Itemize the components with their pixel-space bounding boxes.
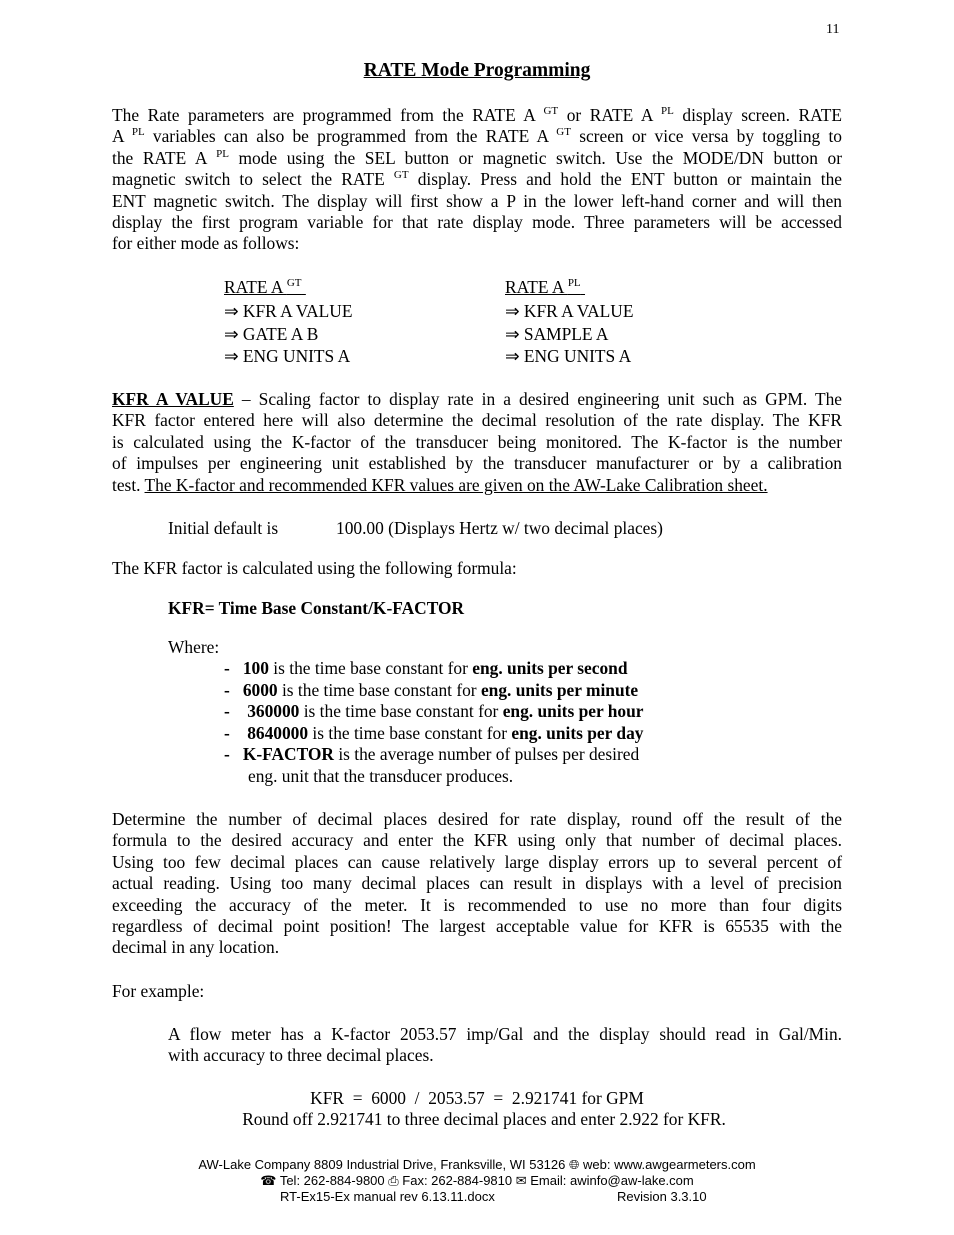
decimal-line: formula to the desired accuracy and enter the KFR using only that number of decimal places.: [112, 830, 842, 851]
intro-line: display the first program variable for that rate display mode. Three parameters will be accessed: [112, 212, 842, 233]
rate-gt-header: RATE A $^{GT}$: [224, 277, 302, 297]
intro-paragraph: [112, 105, 842, 255]
intro-line: The Rate parameters are programmed from the RATE A $^{GT}$ or RATE A $^{PL}$ display screen. RATE: [112, 105, 842, 125]
example-paragraph: A flow meter has a K-factor 2053.57 imp/Gal and the display should read in Gal/Min. with accuracy to three decimal places.: [168, 1024, 842, 1066]
constant-item: - 8640000 is the time base constant for eng. units per day: [224, 723, 644, 743]
formula: KFR= Time Base Constant/K-FACTOR: [168, 598, 465, 618]
footer-revision: Revision 3.3.10: [617, 1189, 707, 1204]
page-title: RATE Mode Programming: [363, 60, 591, 81]
intro-line: A $^{PL}$ variables can also be programmed from the RATE A $^{GT}$ screen or vice versa by toggling to: [112, 126, 842, 147]
kfactor-item: - K-FACTOR is the average number of pulses per desired: [224, 744, 640, 764]
footer-contact: ☎ Tel: 262-884-9800 ⎙ Fax: 262-884-9810 ✉ Email: awinfo@aw-lake.com: [260, 1173, 694, 1188]
constant-item: - 6000 is the time base constant for eng. units per minute: [224, 680, 639, 700]
fax-icon: ⎙: [388, 1173, 399, 1188]
decimal-line: decimal in any location.: [112, 937, 280, 958]
rate-gt-item: ⇒ GATE A B: [224, 324, 319, 344]
intro-line: for either mode as follows:: [112, 233, 300, 254]
decimal-line: Using too few decimal places can cause relatively large display errors up to several percent of: [112, 851, 842, 872]
footer-address: AW-Lake Company 8809 Industrial Drive, Franksville, WI 53126 🌐︎ web: www.awgearmeters.com: [198, 1157, 756, 1172]
kfactor-item-cont: eng. unit that the transducer produces.: [248, 766, 514, 786]
page-number: 11: [826, 22, 840, 37]
mail-icon: ✉: [515, 1173, 527, 1188]
decimal-paragraph: [112, 809, 842, 959]
decimal-line: exceeding the accuracy of the meter. It is recommended to use no more than four digits: [112, 894, 842, 915]
default-label: Initial default is: [168, 518, 279, 538]
intro-line: the RATE A $^{PL}$ mode using the SEL button or magnetic switch. Use the MODE/DN button or: [112, 147, 842, 168]
where-label: Where:: [168, 637, 220, 657]
example-intro: For example:: [112, 981, 205, 1001]
constant-item: - 100 is the time base constant for eng. units per second: [224, 658, 628, 678]
decimal-line: Determine the number of decimal places desired for rate display, round off the result of the: [112, 809, 842, 829]
rate-pl-item: ⇒ ENG UNITS A: [505, 346, 632, 366]
decimal-line: actual reading. Using too many decimal places can result in displays with a level of precision: [112, 873, 842, 894]
rate-gt-item: ⇒ KFR A VALUE: [224, 301, 353, 321]
kfr-term: KFR A VALUE: [112, 389, 234, 409]
intro-line: magnetic switch to select the RATE $^{GT}$ display. Press and hold the ENT button or maintain the: [112, 169, 842, 190]
phone-icon: ☎: [260, 1173, 277, 1188]
decimal-line: regardless of decimal point position! The largest acceptable value for KFR is 65535 with the: [112, 916, 842, 937]
rate-gt-item: ⇒ ENG UNITS A: [224, 346, 351, 366]
constant-item: - 360000 is the time base constant for eng. units per hour: [224, 701, 644, 721]
calc-line: KFR = 6000 / 2053.57 = 2.921741 for GPM: [310, 1088, 644, 1108]
default-value: 100.00 (Displays Hertz w/ two decimal places): [336, 518, 663, 538]
intro-line: ENT magnetic switch. The display will first show a P in the lower left-hand corner and will then: [112, 190, 842, 211]
globe-icon: 🌐︎: [568, 1157, 580, 1172]
kfr-paragraph: KFR A VALUE – Scaling factor to display rate in a desired engineering unit such as GPM. The KFR factor entered here will also determine the decimal resolution of the rate display. The KFR is calculated using the K-factor of the transducer being monitored. The K-factor is the number of impulses per engineering unit established by the transducer manufacturer or by a calibration test. The K-factor and recommended KFR values are given on the AW-Lake Calibration sheet.: [112, 389, 842, 495]
formula-intro: The KFR factor is calculated using the following formula:: [112, 558, 517, 578]
rate-pl-header: RATE A $^{PL}$: [505, 277, 581, 297]
calc-roundoff: Round off 2.921741 to three decimal places and enter 2.922 for KFR.: [242, 1109, 726, 1129]
footer-doc: RT-Ex15-Ex manual rev 6.13.11.docx: [280, 1189, 495, 1204]
rate-pl-item: ⇒ SAMPLE A: [505, 324, 609, 344]
rate-pl-item: ⇒ KFR A VALUE: [505, 301, 634, 321]
